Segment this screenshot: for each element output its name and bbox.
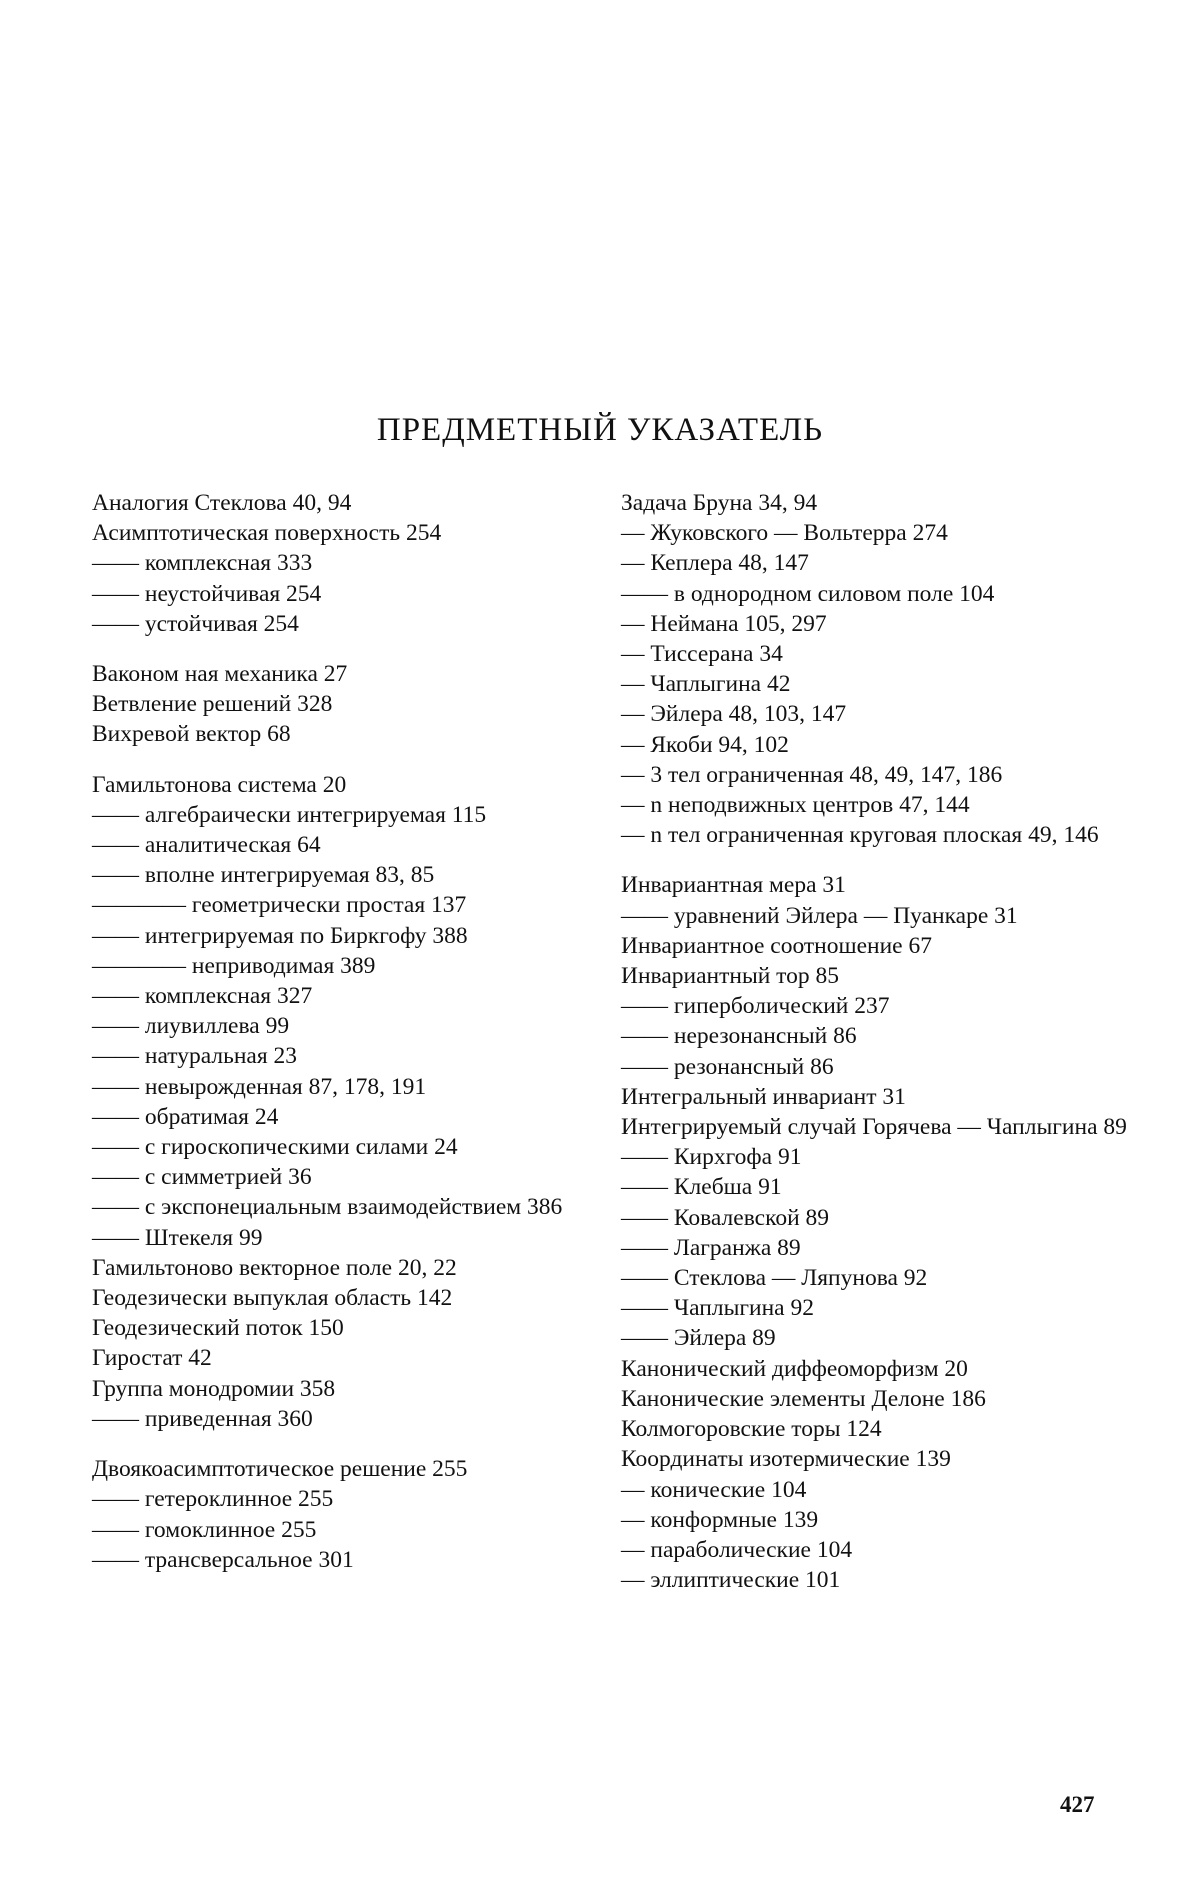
index-entry: — n тел ограниченная круговая плоская 49, 146 [621, 822, 1099, 849]
index-entry: — Тиссерана 34 [621, 641, 783, 668]
index-entry: — эллиптические 101 [621, 1567, 841, 1594]
index-entry: —— интегрируемая по Биркгофу 388 [92, 922, 468, 949]
section-gap [92, 1434, 612, 1454]
index-entry: —— аналитическая 64 [92, 832, 321, 859]
index-entry: ———— геометрически простая 137 [92, 892, 467, 919]
index-entry: —— Чаплыгина 92 [621, 1295, 814, 1322]
index-entry: Гамильтонова система 20 [92, 771, 347, 798]
index-entry: — Неймана 105, 297 [621, 610, 827, 637]
index-entry: —— натуральная 23 [92, 1043, 298, 1070]
section-gap [621, 850, 1131, 870]
index-entry: —— гомоклинное 255 [92, 1516, 317, 1543]
index-column-right [621, 488, 1131, 1595]
index-entry: Задача Бруна 34, 94 [621, 490, 818, 516]
index-entry: —— с гироскопическими силами 24 [92, 1134, 458, 1161]
section-gap [92, 639, 612, 659]
index-column-left [92, 488, 612, 1575]
index-entry: Геодезически выпуклая область 142 [92, 1285, 453, 1312]
index-entry: Геодезический поток 150 [92, 1315, 344, 1342]
index-entry: Координаты изотермические 139 [621, 1446, 951, 1473]
index-entry: Канонические элементы Делоне 186 [621, 1385, 986, 1412]
index-entry: Асимптотическая поверхность 254 [92, 520, 442, 547]
index-entry: Ваконом ная механика 27 [92, 661, 348, 688]
index-entry: —— в однородном силовом поле 104 [621, 580, 995, 607]
index-entry: — 3 тел ограниченная 48, 49, 147, 186 [621, 761, 1003, 788]
index-entry: — n неподвижных центров 47, 144 [621, 792, 970, 819]
index-entry: —— гетероклинное 255 [92, 1486, 334, 1513]
index-entry: —— приведенная 360 [92, 1405, 313, 1432]
index-entry: —— вполне интегрируемая 83, 85 [92, 862, 435, 889]
index-entry: Вихревой вектор 68 [92, 721, 291, 748]
index-entry: —— устойчивая 254 [92, 610, 299, 637]
index-entry: —— Эйлера 89 [621, 1325, 776, 1352]
index-entry: —— Кирхгофа 91 [621, 1144, 802, 1171]
page-title: ПРЕДМЕТНЫЙ УКАЗАТЕЛЬ [376, 412, 824, 448]
index-entry: —— трансверсальное 301 [92, 1546, 354, 1573]
index-entry: — Жуковского — Вольтерра 274 [621, 520, 948, 547]
page-number: 427 [1060, 1792, 1095, 1817]
index-entry: Канонический диффеоморфизм 20 [621, 1355, 968, 1382]
index-entry: — конические 104 [621, 1476, 807, 1503]
index-entry: Ветвление решений 328 [92, 691, 333, 718]
index-entry: Интегральный инвариант 31 [621, 1083, 906, 1110]
index-entry: ———— неприводимая 389 [92, 952, 376, 979]
index-entry: —— неустойчивая 254 [92, 580, 322, 607]
index-entry: — параболические 104 [621, 1536, 853, 1563]
index-entry: —— Стеклова — Ляпунова 92 [621, 1265, 928, 1292]
index-entry: —— комплексная 327 [92, 983, 313, 1010]
index-entry: Аналогия Стеклова 40, 94 [92, 490, 352, 516]
index-entry: —— уравнений Эйлера — Пуанкаре 31 [621, 902, 1018, 929]
index-entry: — Эйлера 48, 103, 147 [621, 701, 847, 728]
index-entry: Инвариантный тор 85 [621, 963, 840, 990]
index-entry: —— лиувиллева 99 [92, 1013, 290, 1040]
index-entry: —— невырожденная 87, 178, 191 [92, 1073, 427, 1100]
index-entry: —— Штекеля 99 [92, 1224, 263, 1251]
index-entry: — конформные 139 [621, 1506, 819, 1533]
index-entry: Группа монодромии 358 [92, 1375, 336, 1402]
index-entry: — Чаплыгина 42 [621, 671, 791, 698]
index-entry: Гиростат 42 [92, 1345, 212, 1372]
index-entry: —— резонансный 86 [621, 1053, 834, 1080]
index-entry: —— Ковалевской 89 [621, 1204, 830, 1231]
index-entry: — Кеплера 48, 147 [621, 550, 809, 577]
section-gap [92, 750, 612, 770]
index-entry: —— гиперболический 237 [621, 993, 890, 1020]
index-entry: Колмогоровские торы 124 [621, 1416, 882, 1443]
index-entry: Гамильтоново векторное поле 20, 22 [92, 1254, 457, 1281]
index-entry: —— комплексная 333 [92, 550, 313, 577]
index-entry: Инвариантная мера 31 [621, 872, 846, 899]
index-entry: —— обратимая 24 [92, 1103, 279, 1130]
index-entry: —— алгебраически интегрируемая 115 [92, 801, 487, 828]
index-entry: —— Лагранжа 89 [621, 1234, 801, 1261]
index-entry: —— с симметрией 36 [92, 1164, 312, 1191]
index-entry: — Якоби 94, 102 [621, 731, 789, 758]
index-entry: Инвариантное соотношение 67 [621, 932, 932, 959]
index-entry: —— с экспонециальным взаимодействием 386 [92, 1194, 563, 1221]
index-entry: Интегрируемый случай Горячева — Чаплыгина 89 [621, 1114, 1127, 1141]
index-entry: Двоякоасимптотическое решение 255 [92, 1456, 468, 1483]
index-entry: —— нерезонансный 86 [621, 1023, 857, 1050]
index-entry: —— Клебша 91 [621, 1174, 782, 1201]
